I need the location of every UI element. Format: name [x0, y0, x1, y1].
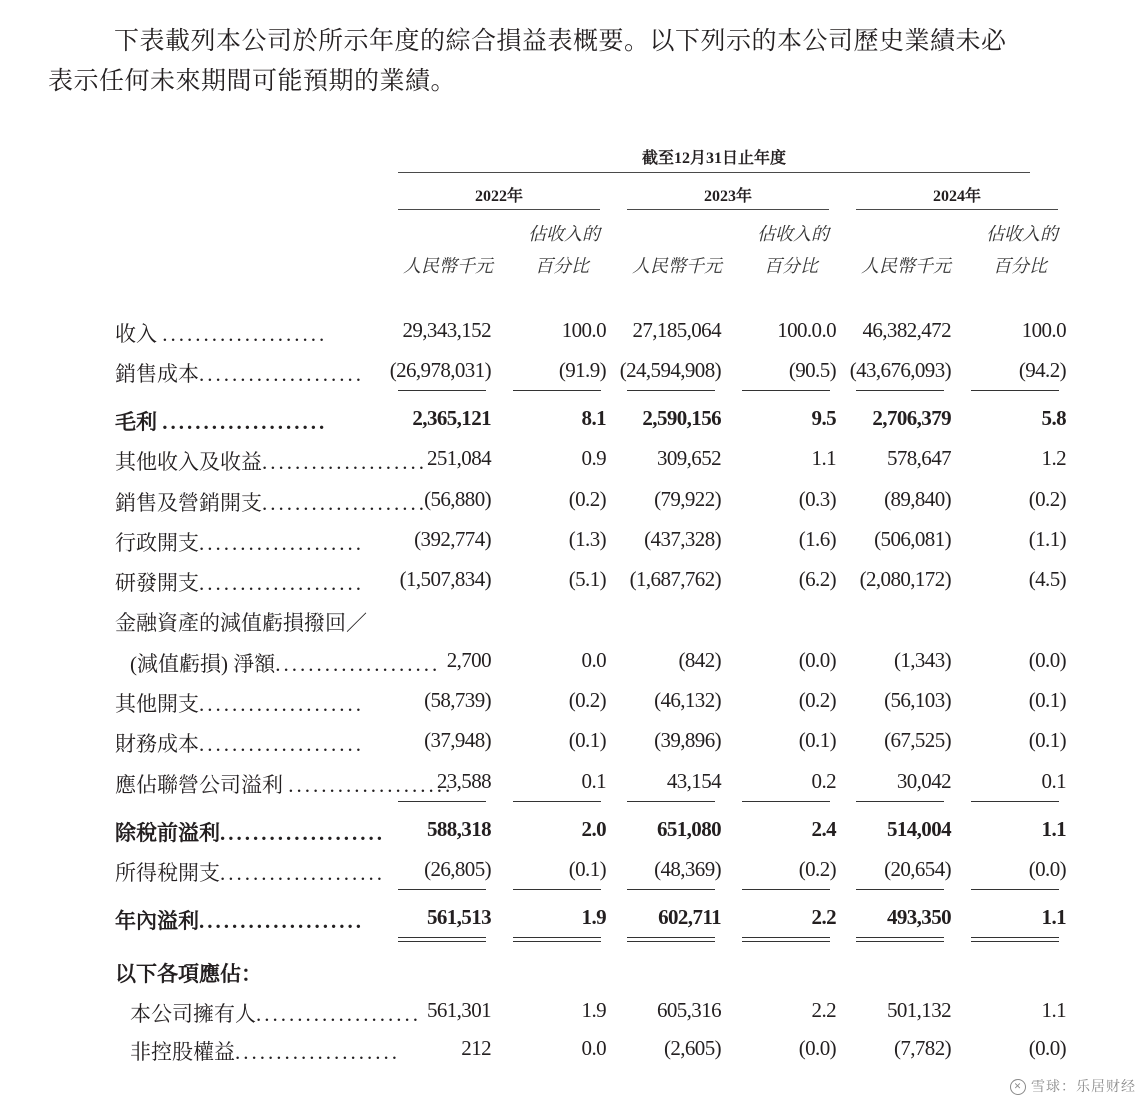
cell: (24,594,908)	[619, 358, 721, 382]
cell: 514,004	[886, 817, 951, 841]
subtotal-rule	[971, 390, 1059, 391]
cell: (0.2)	[1028, 487, 1066, 511]
cell: (89,840)	[884, 487, 951, 511]
cell: (1,507,834)	[399, 567, 491, 591]
cell: 1.9	[581, 998, 606, 1022]
cell: (2,080,172)	[859, 567, 951, 591]
cell: (0.2)	[798, 688, 836, 712]
cell: (94.2)	[1018, 358, 1066, 382]
cell: (90.5)	[788, 358, 836, 382]
cell: 8.1	[581, 406, 606, 430]
cell: 2,706,379	[872, 406, 951, 430]
subtotal-rule	[856, 390, 944, 391]
col-pct-2024-line2: 百分比	[993, 256, 1047, 276]
subtotal-rule	[627, 801, 715, 802]
row-label: 收入 ....................	[115, 322, 328, 346]
year-rule-2024	[856, 209, 1058, 210]
cell: (56,103)	[884, 688, 951, 712]
col-pct-2024-line1: 佔收入的	[986, 224, 1058, 244]
cell: 29,343,152	[402, 318, 491, 342]
row-label: 財務成本....................	[115, 732, 364, 756]
cell: 2,590,156	[642, 406, 721, 430]
row-label: 金融資產的減值虧損撥回／	[115, 611, 367, 635]
total-double-rule	[856, 937, 944, 942]
cell: (0.0)	[798, 1036, 836, 1060]
cell: 9.5	[811, 406, 836, 430]
col-pct-2023-line1: 佔收入的	[757, 224, 829, 244]
cell: 0.0	[581, 1036, 606, 1060]
cell: (0.0)	[1028, 648, 1066, 672]
cell: (1,687,762)	[629, 567, 721, 591]
cell: (0.1)	[798, 728, 836, 752]
cell: (39,896)	[654, 728, 721, 752]
subtotal-rule	[513, 801, 601, 802]
cell: 100.0.0	[777, 318, 836, 342]
cell: (0.0)	[1028, 857, 1066, 881]
row-profit-before-tax	[0, 817, 1146, 857]
row-other-income	[0, 446, 1146, 486]
subtotal-rule	[742, 889, 830, 890]
col-pct-2022-line2: 百分比	[535, 256, 589, 276]
col-pct-2023-line2: 百分比	[764, 256, 818, 276]
cell: 493,350	[886, 905, 951, 929]
row-label: 應佔聯營公司溢利 ....................	[115, 773, 454, 797]
year-rule-2023	[627, 209, 829, 210]
cell: (0.3)	[798, 487, 836, 511]
cell: 2.2	[811, 905, 836, 929]
row-label: 非控股權益....................	[130, 1040, 400, 1064]
col-amount-2023: 人民幣千元	[632, 256, 722, 276]
row-label: 除稅前溢利....................	[115, 821, 385, 845]
subtotal-rule	[398, 390, 486, 391]
row-label: 以下各項應佔：	[115, 962, 262, 986]
cell: 251,084	[426, 446, 491, 470]
period-header: 截至12月31日止年度	[641, 150, 786, 167]
subtotal-rule	[742, 801, 830, 802]
cell: (0.2)	[798, 857, 836, 881]
cell: (48,369)	[654, 857, 721, 881]
row-other-expenses	[0, 688, 1146, 728]
cell: 561,513	[426, 905, 491, 929]
row-label: 毛利 ....................	[115, 410, 328, 434]
total-double-rule	[398, 937, 486, 942]
subtotal-rule	[742, 390, 830, 391]
row-impairment-net	[0, 648, 1146, 688]
cell: 1.1	[1041, 817, 1066, 841]
cell: 5.8	[1041, 406, 1066, 430]
subtotal-rule	[627, 390, 715, 391]
cell: 2,700	[446, 648, 491, 672]
header-rule	[398, 172, 1030, 173]
cell: 501,132	[886, 998, 951, 1022]
subtotal-rule	[856, 801, 944, 802]
row-cost-of-sales	[0, 358, 1146, 398]
cell: 588,318	[426, 817, 491, 841]
cell: (437,328)	[644, 527, 721, 551]
cell: (37,948)	[424, 728, 491, 752]
cell: 2.0	[581, 817, 606, 841]
cell: (26,978,031)	[389, 358, 491, 382]
cell: (506,081)	[874, 527, 951, 551]
cell: (56,880)	[424, 487, 491, 511]
row-owners	[0, 998, 1146, 1038]
row-label: 本公司擁有人....................	[130, 1002, 421, 1026]
cell: 602,711	[658, 905, 721, 929]
year-header-2024: 2024年	[932, 188, 981, 205]
cell: (0.2)	[568, 487, 606, 511]
cell: 1.1	[811, 446, 836, 470]
row-revenue	[0, 318, 1146, 358]
cell: 0.9	[581, 446, 606, 470]
intro-line-1	[48, 22, 1118, 62]
watermark-text: 雪球：乐居财经	[1031, 1079, 1136, 1095]
row-label: 其他收入及收益....................	[115, 450, 427, 474]
cell: 309,652	[656, 446, 721, 470]
cell: 1.1	[1041, 905, 1066, 929]
row-impairment-heading	[0, 607, 1146, 647]
cell: (1.6)	[798, 527, 836, 551]
row-label: 銷售成本....................	[115, 362, 364, 386]
subtotal-rule	[398, 801, 486, 802]
cell: (1.3)	[568, 527, 606, 551]
year-header-2023: 2023年	[703, 188, 752, 205]
cell: 2.2	[811, 998, 836, 1022]
cell: (0.0)	[1028, 1036, 1066, 1060]
row-label: 所得稅開支....................	[115, 861, 385, 885]
subtotal-rule	[856, 889, 944, 890]
cell: (67,525)	[884, 728, 951, 752]
total-double-rule	[513, 937, 601, 942]
cell: (43,676,093)	[849, 358, 951, 382]
row-rd-expenses	[0, 567, 1146, 607]
row-gross-profit	[0, 406, 1146, 446]
cell: (392,774)	[414, 527, 491, 551]
cell: (91.9)	[558, 358, 606, 382]
cell: 2.4	[811, 817, 836, 841]
subtotal-rule	[398, 889, 486, 890]
year-header-2022: 2022年	[474, 188, 523, 205]
watermark	[1010, 1078, 1136, 1096]
row-attributable-heading	[0, 958, 1146, 998]
cell: (5.1)	[568, 567, 606, 591]
cell: 100.0	[1021, 318, 1066, 342]
cell: (4.5)	[1028, 567, 1066, 591]
intro-paragraph	[48, 22, 1118, 102]
cell: (2,605)	[663, 1036, 721, 1060]
year-rule-2022	[398, 209, 600, 210]
row-income-tax	[0, 857, 1146, 897]
row-label: 行政開支....................	[115, 531, 364, 555]
cell: (0.2)	[568, 688, 606, 712]
col-amount-2024: 人民幣千元	[861, 256, 951, 276]
cell: 651,080	[656, 817, 721, 841]
cell: (26,805)	[424, 857, 491, 881]
cell: 2,365,121	[412, 406, 491, 430]
cell: (0.1)	[1028, 688, 1066, 712]
row-label: 銷售及營銷開支....................	[115, 491, 427, 515]
subtotal-rule	[513, 889, 601, 890]
subtotal-rule	[627, 889, 715, 890]
cell: 212	[461, 1036, 491, 1060]
row-selling-expenses	[0, 487, 1146, 527]
cell: 30,042	[896, 769, 951, 793]
snowball-logo-icon: ✕	[1010, 1079, 1026, 1095]
cell: 605,316	[656, 998, 721, 1022]
total-double-rule	[627, 937, 715, 942]
intro-text-1: 下表載列本公司於所示年度的綜合損益表概要。以下列示的本公司歷史業績未必	[114, 28, 1007, 55]
row-label: (減值虧損) 淨額....................	[130, 652, 441, 676]
cell: (0.1)	[568, 857, 606, 881]
cell: 0.2	[811, 769, 836, 793]
subtotal-rule	[513, 390, 601, 391]
cell: 0.1	[1041, 769, 1066, 793]
cell: (0.1)	[1028, 728, 1066, 752]
row-label: 研發開支....................	[115, 571, 364, 595]
cell: (842)	[678, 648, 721, 672]
cell: 100.0	[561, 318, 606, 342]
cell: (6.2)	[798, 567, 836, 591]
row-finance-costs	[0, 728, 1146, 768]
cell: 0.1	[581, 769, 606, 793]
cell: (1.1)	[1028, 527, 1066, 551]
row-label: 其他開支....................	[115, 692, 364, 716]
cell: 43,154	[666, 769, 721, 793]
cell: (46,132)	[654, 688, 721, 712]
cell: 578,647	[886, 446, 951, 470]
subtotal-rule	[971, 889, 1059, 890]
cell: 1.1	[1041, 998, 1066, 1022]
row-share-of-associates	[0, 769, 1146, 809]
cell: (0.1)	[568, 728, 606, 752]
total-double-rule	[742, 937, 830, 942]
cell: 27,185,064	[632, 318, 721, 342]
cell: 1.9	[581, 905, 606, 929]
total-double-rule	[971, 937, 1059, 942]
intro-line-2: 表示任何未來期間可能預期的業績。	[48, 68, 457, 95]
cell: (1,343)	[893, 648, 951, 672]
cell: 0.0	[581, 648, 606, 672]
cell: 1.2	[1041, 446, 1066, 470]
row-admin-expenses	[0, 527, 1146, 567]
col-amount-2022: 人民幣千元	[403, 256, 493, 276]
subtotal-rule	[971, 801, 1059, 802]
cell: 23,588	[436, 769, 491, 793]
cell: (79,922)	[654, 487, 721, 511]
cell: (0.0)	[798, 648, 836, 672]
cell: (58,739)	[424, 688, 491, 712]
cell: (7,782)	[893, 1036, 951, 1060]
row-non-controlling	[0, 1036, 1146, 1076]
cell: (20,654)	[884, 857, 951, 881]
cell: 46,382,472	[862, 318, 951, 342]
col-pct-2022-line1: 佔收入的	[528, 224, 600, 244]
cell: 561,301	[426, 998, 491, 1022]
row-label: 年內溢利....................	[115, 909, 364, 933]
